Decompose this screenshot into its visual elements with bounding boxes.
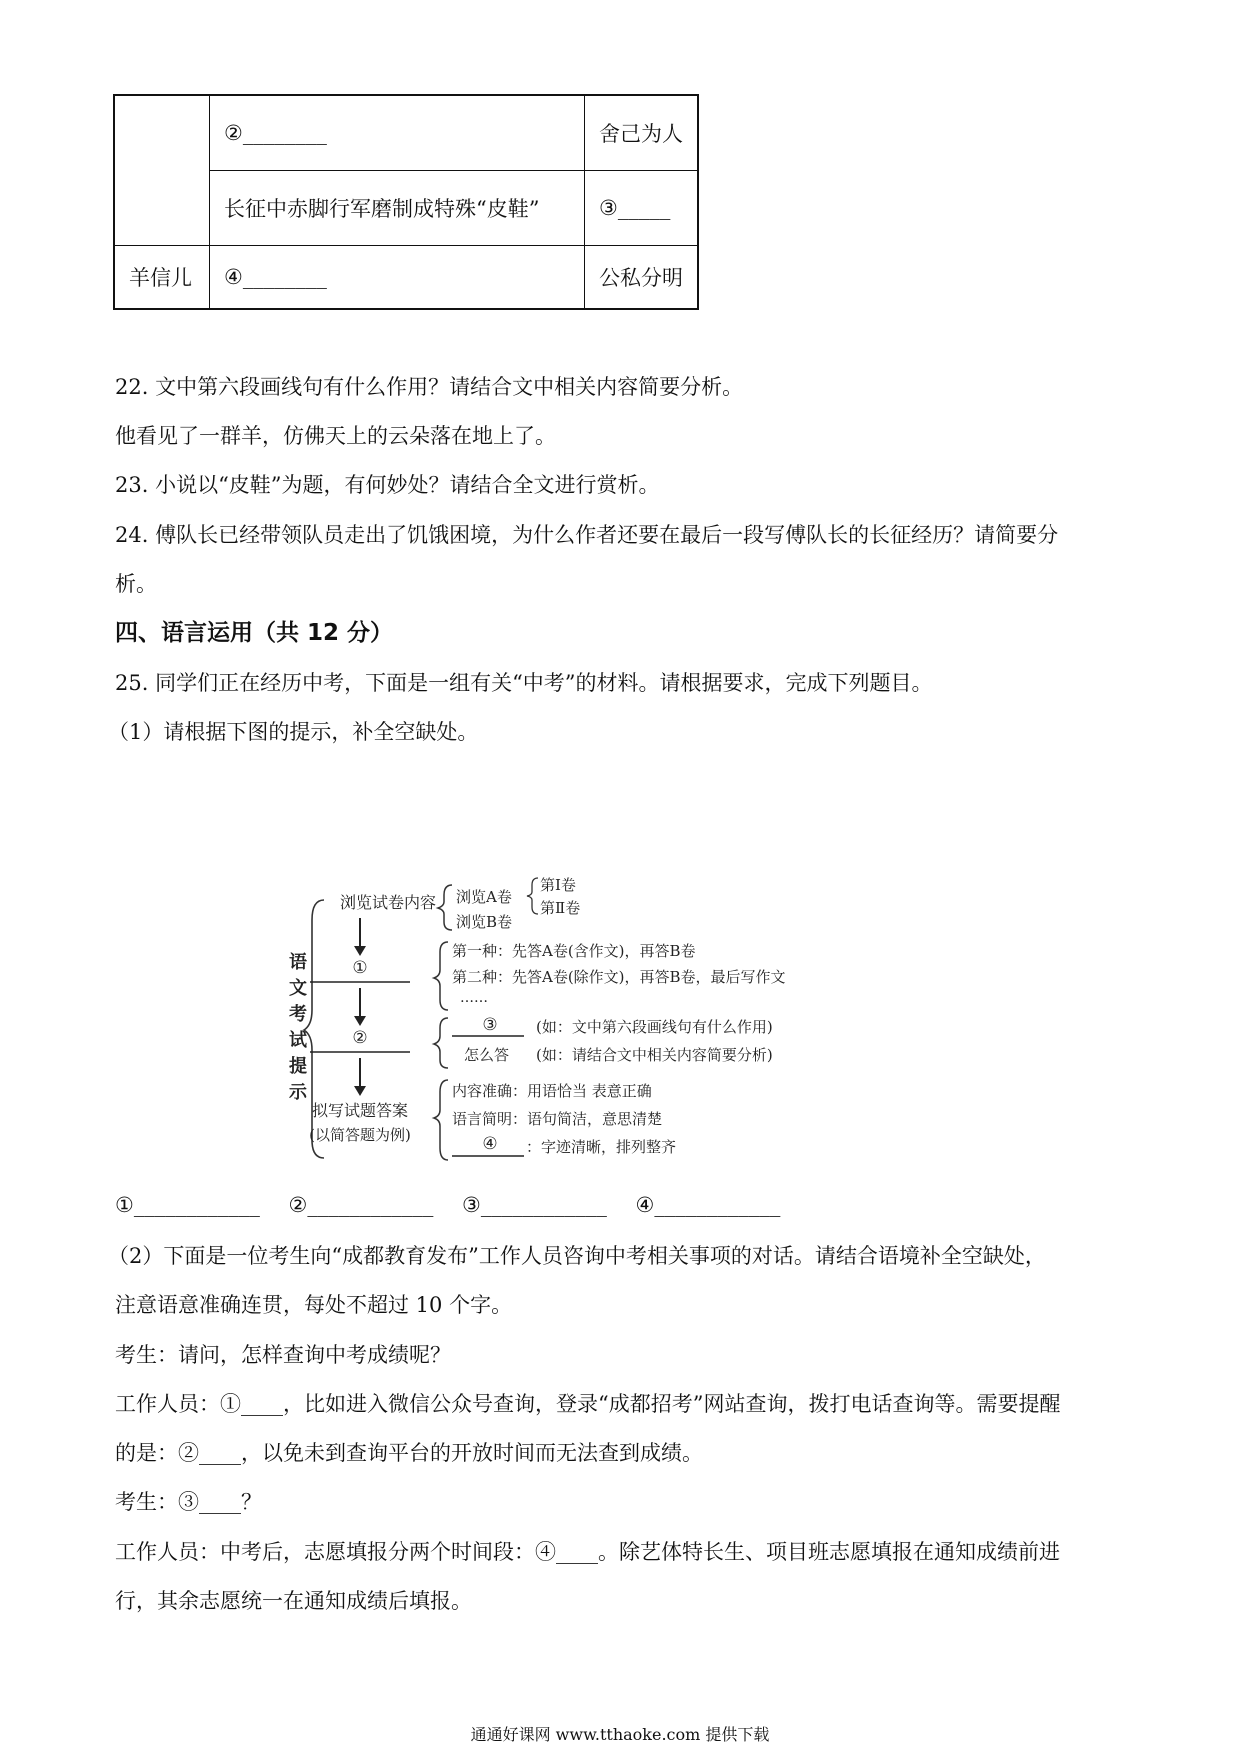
blank-1: ① bbox=[352, 958, 368, 978]
dialog-staff-1-cont: 的是：②____，以免未到查询平台的开放时间而无法查到成绩。 bbox=[115, 1441, 703, 1465]
brace bbox=[434, 1080, 448, 1160]
arrow-head bbox=[354, 1086, 366, 1096]
table-cell: 舍己为人 bbox=[585, 95, 699, 171]
step1-part1: 第Ⅰ卷 bbox=[540, 876, 576, 894]
question-24: 24. 傅队长已经带领队员走出了饥饿困境，为什么作者还要在最后一段写傅队长的长征经历？请简要分 bbox=[115, 523, 1059, 547]
answer-blank-2[interactable]: ②____________ bbox=[288, 1193, 434, 1217]
requirement-3: ：字迹清晰，排列整齐 bbox=[526, 1138, 677, 1156]
blank-4: ④ bbox=[482, 1134, 498, 1154]
brace bbox=[438, 885, 452, 930]
how-label: 怎么答 bbox=[464, 1046, 510, 1064]
dialog-staff-2-cont: 行，其余志愿统一在通知成绩后填报。 bbox=[115, 1589, 472, 1613]
brace bbox=[527, 878, 538, 914]
diagram-title-char: 考 bbox=[289, 1004, 307, 1025]
dialog-staff-1: 工作人员：①____，比如进入微信公众号查询，登录“成都招考”网站查询，拨打电话查询等。需要提醒 bbox=[115, 1392, 1061, 1416]
ellipsis: …… bbox=[460, 990, 488, 1006]
brace bbox=[434, 942, 448, 1010]
table-cell: ③_____ bbox=[585, 171, 699, 246]
example-3: (如：文中第六段画线句有什么作用) bbox=[536, 1018, 773, 1036]
question-25: 25. 同学们正在经历中考，下面是一组有关“中考”的材料。请根据要求，完成下列题目。 bbox=[115, 671, 933, 695]
requirement-1: 内容准确：用语恰当 表意正确 bbox=[452, 1082, 652, 1100]
diagram-title-char: 试 bbox=[289, 1030, 307, 1051]
step1-part2: 第Ⅱ卷 bbox=[540, 899, 581, 917]
table-cell: 公私分明 bbox=[585, 246, 699, 310]
table-cell: 羊信儿 bbox=[114, 246, 210, 310]
dialog-staff-2: 工作人员：中考后，志愿填报分两个时间段：④____。除艺体特长生、项目班志愿填报在通知成绩前进 bbox=[115, 1540, 1060, 1564]
step1-a: 浏览A卷 bbox=[456, 888, 512, 906]
table-cell: ④________ bbox=[210, 246, 585, 310]
brace bbox=[434, 1018, 448, 1068]
question-25-part2: （2）下面是一位考生向“成都教育发布”工作人员咨询中考相关事项的对话。请结合语境补全空缺处， bbox=[108, 1244, 1046, 1268]
table-cell: ②________ bbox=[210, 95, 585, 171]
arrow-head bbox=[354, 946, 366, 956]
question-25-part1: （1）请根据下图的提示，补全空缺处。 bbox=[108, 720, 479, 744]
diagram-title-char: 文 bbox=[289, 978, 307, 999]
table-row bbox=[114, 95, 698, 171]
blank-2: ② bbox=[352, 1028, 368, 1048]
answer-blank-4[interactable]: ④____________ bbox=[635, 1193, 781, 1217]
answer-blank-1[interactable]: ①____________ bbox=[115, 1193, 260, 1217]
table-cell: 长征中赤脚行军磨制成特殊“皮鞋” bbox=[210, 171, 585, 246]
section-heading: 四、语言运用（共 12 分） bbox=[115, 620, 394, 646]
dialog-student-1: 考生：请问，怎样查询中考成绩呢？ bbox=[115, 1343, 451, 1367]
requirement-2: 语言简明：语句简洁，意思清楚 bbox=[452, 1110, 663, 1128]
step4-label: 拟写试题答案 bbox=[311, 1101, 409, 1120]
diagram-title-char: 提 bbox=[289, 1056, 307, 1077]
page-footer: 通通好课网 www.tthaoke.com 提供下载 bbox=[470, 1725, 770, 1744]
question-25-part2-cont: 注意语意准确连贯，每处不超过 10 个字。 bbox=[115, 1293, 513, 1317]
exam-tips-diagram bbox=[280, 870, 980, 1180]
step1-b: 浏览B卷 bbox=[456, 913, 513, 931]
answer-blank-3[interactable]: ③____________ bbox=[462, 1193, 607, 1217]
step1-label: 浏览试卷内容 bbox=[340, 893, 437, 912]
example-how: (如：请结合文中相关内容简要分析) bbox=[536, 1046, 773, 1064]
dialog-student-2: 考生：③____？ bbox=[115, 1490, 262, 1514]
question-22-quote: 他看见了一群羊，仿佛天上的云朵落在地上了。 bbox=[115, 424, 556, 448]
diagram-title-char: 语 bbox=[289, 952, 307, 973]
table-row bbox=[114, 246, 698, 310]
order-option-2: 第二种：先答A卷(除作文)，再答B卷，最后写作文 bbox=[452, 968, 786, 986]
step4-note: (以简答题为例) bbox=[309, 1126, 411, 1144]
arrow-head bbox=[354, 1016, 366, 1026]
answer-blanks bbox=[115, 1190, 802, 1220]
table-cell bbox=[114, 95, 210, 246]
order-option-1: 第一种：先答A卷(含作文)，再答B卷 bbox=[452, 942, 696, 960]
question-22: 22. 文中第六段画线句有什么作用？请结合文中相关内容简要分析。 bbox=[115, 375, 744, 399]
question-23: 23. 小说以“皮鞋”为题，有何妙处？请结合全文进行赏析。 bbox=[115, 473, 660, 497]
diagram-title-char: 示 bbox=[289, 1082, 307, 1103]
blank-3: ③ bbox=[482, 1015, 498, 1035]
character-table bbox=[113, 94, 699, 310]
question-24-cont: 析。 bbox=[115, 572, 157, 596]
